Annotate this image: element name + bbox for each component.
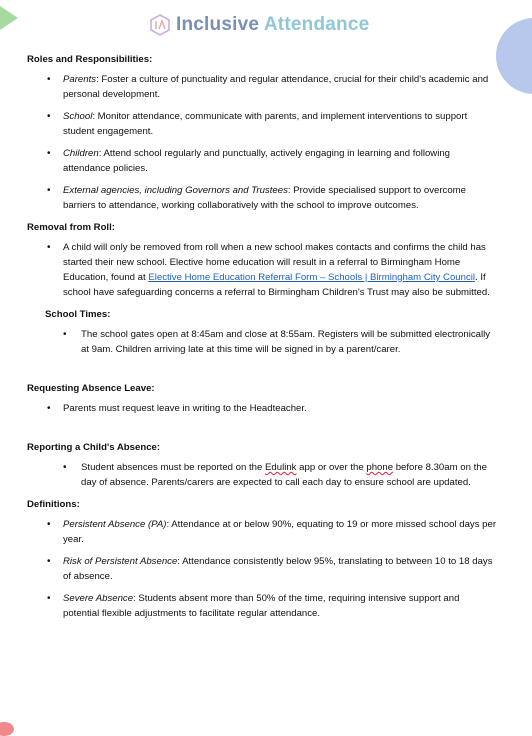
list-item (27, 183, 497, 213)
role-lead: School (63, 111, 93, 122)
definition-text: : Attendance at or below 90%, equating to 19 or more missed school days per year. (63, 519, 497, 545)
list-item (27, 240, 497, 300)
times-text: The school gates open at 8:45am and close at 8:55am. Registers will be submitted electronically at 9am. Children arriving late at this time will be signed in by a parent/carer. (81, 329, 491, 355)
role-lead: Children (63, 148, 99, 159)
reporting-text-after: before 8.30am on the day of absence. Parents/carers are expected to call each day to ensure school are updated. (81, 462, 487, 488)
definition-text: : Attendance consistently below 95%, translating to between 10 to 18 days of absence. (63, 556, 493, 582)
edulink-word: Edulink (265, 462, 297, 473)
list-item (27, 591, 497, 621)
leave-list (27, 401, 497, 416)
logo-text-inclusive: Inclusive (176, 14, 264, 35)
referral-form-link[interactable]: Elective Home Education Referral Form – Schools | Birmingham City Council (148, 272, 476, 283)
roles-heading: Roles and Responsibilities: (27, 54, 153, 65)
phone-word: phone (366, 462, 394, 473)
reporting-text: Student absences must be reported on the (81, 462, 266, 473)
list-item (27, 72, 497, 102)
role-text: : Foster a culture of punctuality and regular attendance, crucial for their child's academic and personal development. (63, 74, 489, 100)
list-item (27, 517, 497, 547)
list-item (27, 327, 497, 357)
removal-list (27, 240, 497, 300)
list-item (27, 460, 497, 490)
corner-triangle-decoration (0, 6, 18, 30)
list-item (27, 554, 497, 584)
roles-list (27, 72, 497, 213)
definition-text: : Students absent more than 50% of the time, requiring intensive support and potential flexible adjustments to facilitate regular attendance. (63, 593, 460, 619)
role-lead: External agencies, including Governors and Trustees (63, 185, 288, 196)
removal-text-after: . If school have safeguarding concerns a referral to Birmingham Children's Trust may also be submitted. (63, 272, 490, 298)
logo (150, 14, 369, 36)
corner-dot-decoration (0, 722, 14, 736)
definitions-heading: Definitions: (27, 499, 80, 510)
list-item (27, 401, 497, 416)
definitions-list (27, 517, 497, 621)
leave-text: Parents must request leave in writing to the Headteacher. (63, 403, 307, 414)
corner-circle-decoration (496, 18, 532, 94)
role-lead: Parents (63, 74, 97, 85)
list-item (27, 109, 497, 139)
absence-leave-heading: Requesting Absence Leave: (27, 383, 155, 394)
logo-text-attendance: Attendance (263, 14, 370, 35)
definition-lead: Persistent Absence (PA) (63, 519, 167, 530)
definition-lead: Severe Absence (63, 593, 134, 604)
times-list (27, 327, 497, 357)
role-text: : Attend school regularly and punctually, actively engaging in learning and following attendance policies. (63, 148, 451, 174)
role-text: : Provide specialised support to overcome barriers to attendance, working collaboratively with the school to improve outcomes. (63, 185, 466, 211)
role-text: : Monitor attendance, communicate with parents, and implement interventions to support student engagement. (63, 111, 468, 137)
reporting-heading: Reporting a Child's Absence: (27, 442, 161, 453)
definition-lead: Risk of Persistent Absence (63, 556, 178, 567)
logo-hexagon-icon (150, 14, 170, 36)
reporting-text-mid: app or over the (296, 462, 367, 473)
list-item (27, 146, 497, 176)
reporting-list (27, 460, 497, 490)
school-times-heading: School Times: (45, 309, 111, 320)
removal-text: A child will only be removed from roll when a new school makes contacts and confirms the child has started their new school. Elective home education will result in a referral to Birmingham Home Education, found at (63, 242, 486, 283)
document-body (27, 52, 497, 628)
removal-heading: Removal from Roll: (27, 222, 115, 233)
